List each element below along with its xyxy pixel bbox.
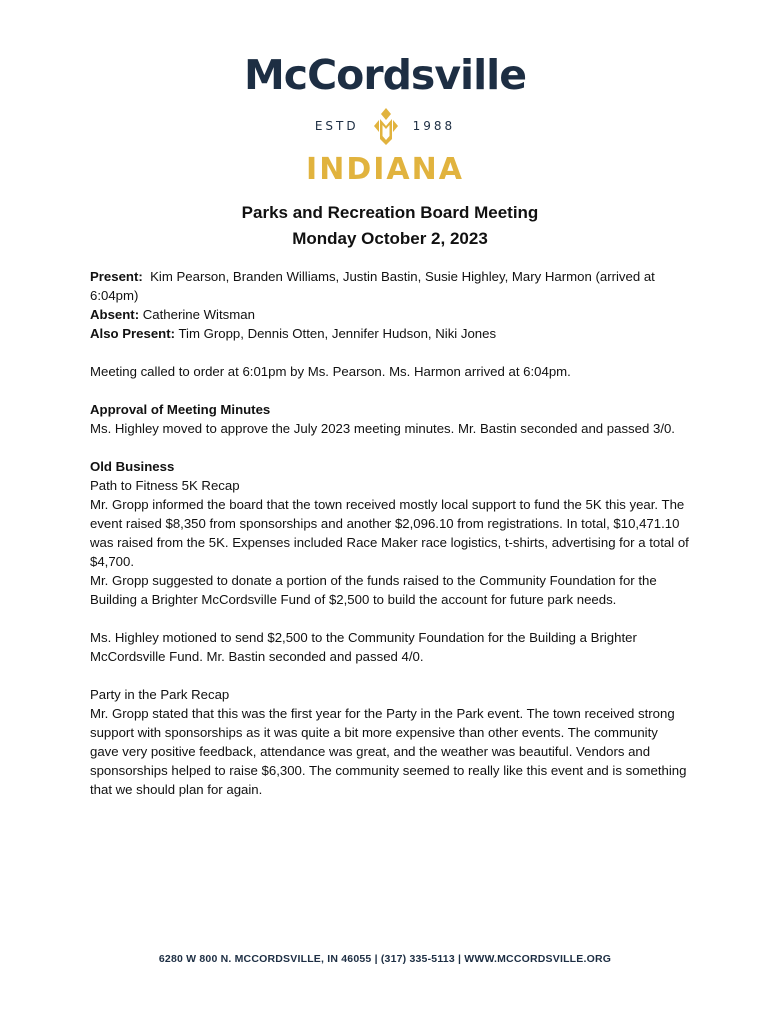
- also-present-line: [90, 324, 690, 343]
- present-label: Present:: [90, 269, 143, 284]
- footer-contact: 6280 W 800 N. MCCORDSVILLE, IN 46055 | (317) 335-5113 | WWW.MCCORDSVILLE.ORG: [158, 953, 612, 965]
- fitness-paragraph-2: Mr. Gropp suggested to donate a portion of the funds raised to the Community Foundation for the Building a Brighter McCordsville Fund of $2,500 to build the account for future park needs.: [90, 573, 657, 607]
- fitness-subheading: Path to Fitness 5K Recap: [90, 478, 240, 493]
- logo-estd-label: ESTD: [314, 119, 359, 133]
- logo-town-name: McCordsville: [243, 51, 527, 99]
- meeting-date: Monday October 2, 2023: [292, 229, 488, 248]
- also-present-value: Tim Gropp, Dennis Otten, Jennifer Hudson, Niki Jones: [178, 326, 497, 341]
- absent-value: Catherine Witsman: [142, 307, 255, 322]
- absent-line: [90, 305, 690, 324]
- fitness-paragraph-1: Mr. Gropp informed the board that the town received mostly local support to fund the 5K this year. The event raised $8,350 from sponsorships and another $2,096.10 from registrations. In total, $10,471.10 was raised from the 5K. Expenses included Race Maker race logistics, t-shirts, advertising for a total of $4,700.: [90, 497, 689, 569]
- logo-state-name: INDIANA: [306, 152, 464, 187]
- meeting-minutes: [90, 200, 690, 799]
- approval-heading: Approval of Meeting Minutes: [90, 402, 271, 417]
- approval-text: Ms. Highley moved to approve the July 2023 meeting minutes. Mr. Bastin seconded and passed 3/0.: [90, 421, 675, 436]
- call-to-order: Meeting called to order at 6:01pm by Ms. Pearson. Ms. Harmon arrived at 6:04pm.: [90, 364, 571, 379]
- logo-diamond-m-icon: [369, 106, 403, 146]
- meeting-title: Parks and Recreation Board Meeting: [241, 203, 539, 222]
- absent-label: Absent:: [90, 307, 140, 322]
- town-logo: [0, 52, 770, 188]
- also-present-label: Also Present:: [90, 326, 176, 341]
- fitness-motion: Ms. Highley motioned to send $2,500 to the Community Foundation for the Building a Brighter McCordsville Fund. Mr. Bastin seconded and passed 4/0.: [90, 630, 637, 664]
- present-value: Kim Pearson, Branden Williams, Justin Bastin, Susie Highley, Mary Harmon (arrived at 6:04pm): [90, 269, 655, 303]
- party-subheading: Party in the Park Recap: [90, 687, 230, 702]
- party-paragraph: Mr. Gropp stated that this was the first year for the Party in the Park event. The town received strong support with sponsorships as it was quite a bit more expensive than other events. The community gave very positive feedback, attendance was great, and the weather was beautiful. Vendors and sponsorships helped to raise $6,300. The community seemed to really like this event and is something that we should plan for again.: [90, 706, 687, 797]
- old-business-heading: Old Business: [90, 459, 175, 474]
- present-line: [90, 267, 690, 305]
- logo-year: 1988: [412, 119, 456, 133]
- logo-established-row: [0, 106, 770, 146]
